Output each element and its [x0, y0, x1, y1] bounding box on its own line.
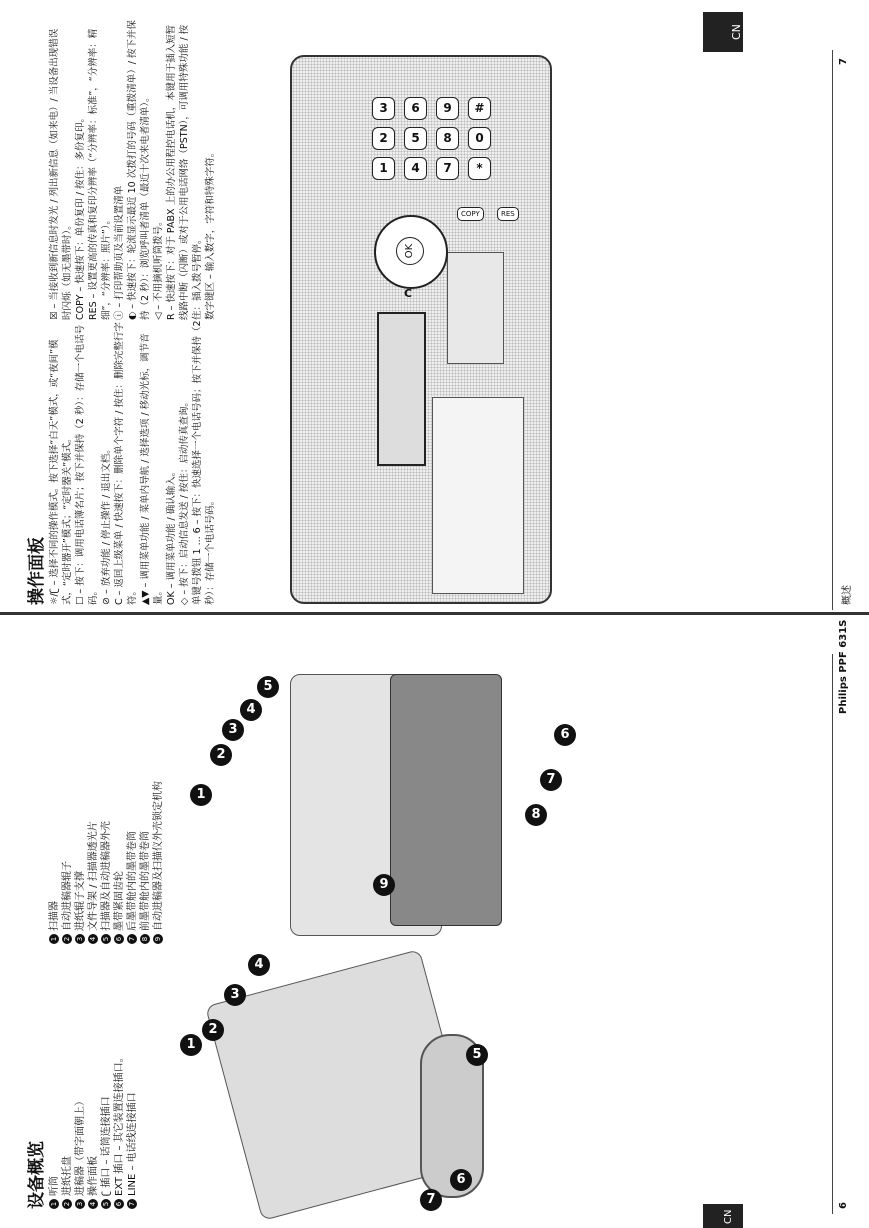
- callout-3: 3: [224, 984, 246, 1006]
- key-3: 3: [372, 97, 395, 120]
- list-item: 4文件导架 / 扫描器透光片: [87, 781, 100, 944]
- list-item: 6墨带紧固齿轮: [113, 781, 126, 944]
- page-6: [0, 614, 869, 1228]
- callout-b3: 3: [222, 719, 244, 741]
- para-msg: ☒ – 当接收到新信息时发光 / 列出新信息（如来电）/ 当设备出现错误时闪烁（如无墨带时）。: [49, 28, 73, 320]
- page-number-p6: 6: [838, 1202, 849, 1209]
- overview-title: 设备概览: [27, 1141, 47, 1209]
- para-stop: ⊘ – 放弃功能 / 停止操作 / 退出文档。: [101, 444, 112, 605]
- lcd-display: [377, 312, 426, 466]
- callout-b1: 1: [190, 784, 212, 806]
- callout-4: 4: [248, 954, 270, 976]
- callout-b6: 6: [554, 724, 576, 746]
- model-name: Philips PPF 631S: [838, 619, 849, 714]
- device-list: [48, 1052, 139, 1209]
- list-item: 8前墨带舱内的墨带卷筒: [139, 781, 152, 944]
- callout-5: 5: [466, 1044, 488, 1066]
- key-star: *: [468, 157, 491, 180]
- para-keypad: 数字键区 – 输入数字，字符和特殊字符。: [205, 147, 216, 320]
- list-item: 3进纸辊子支撑: [74, 781, 87, 944]
- copy-key: COPY: [457, 207, 484, 221]
- callout-6: 6: [450, 1169, 472, 1191]
- onetouch-area: [432, 397, 524, 594]
- para-help: ⓘ – 打印帮助页及当前设置清单: [114, 185, 125, 320]
- key-9: 9: [436, 97, 459, 120]
- footer-section: 概述: [842, 585, 853, 605]
- nav-wheel: [374, 215, 448, 289]
- res-key: RES: [497, 207, 519, 221]
- callout-b9: 9: [373, 874, 395, 896]
- para-r: R – 快速按下：对于 PABX 上的办公用程控电话机，本键用于插入短暂线路中断（闪断）或对于公用电话网络（PSTN），可调用特殊功能 / 按住：插入拨号暂停。: [166, 24, 203, 320]
- callout-b2: 2: [210, 744, 232, 766]
- scanner-list: [48, 781, 165, 944]
- callout-b8: 8: [525, 804, 547, 826]
- page-number: 7: [838, 58, 849, 65]
- callout-b7: 7: [540, 769, 562, 791]
- c-key: C: [404, 287, 413, 300]
- para-res: RES – 设置更高的传真和复印分辨率（“分辨率：标准”，“分辨率：精细”，“分辨率：照片”）。: [88, 28, 112, 320]
- callout-2: 2: [202, 1019, 224, 1041]
- display-area: [447, 252, 504, 364]
- key-4: 4: [404, 157, 427, 180]
- para-mode: ☼/ʗ – 选择不同的操作模式。按下选择“白天”模式，或“夜间”模式，“定时器开”模式；“定时器关”模式。: [49, 339, 73, 605]
- ok-button: OK: [396, 237, 424, 265]
- key-8: 8: [436, 127, 459, 150]
- para-copy: COPY – 快速按下：单份复印 / 按住：多份复印。: [75, 113, 86, 320]
- list-item: 1扫描器: [48, 781, 61, 944]
- list-item: 3进稿器（带字面朝上）: [74, 1052, 87, 1209]
- list-item: 5扫描器及自动进稿器外壳: [100, 781, 113, 944]
- right-column: [48, 20, 217, 320]
- key-hash: #: [468, 97, 491, 120]
- language-tab: CN: [703, 12, 743, 52]
- key-1: 1: [372, 157, 395, 180]
- para-c: C – 返回上级菜单 / 快速按下：删除单个字符 / 按住：删除完整行字符。: [114, 322, 138, 605]
- callout-b5: 5: [257, 676, 279, 698]
- key-7: 7: [436, 157, 459, 180]
- para-redial: ◐ – 快速按下：轮流显示最近 10 次拨打的号码（重拨清单）/ 按下并保持（2 秒）：浏览呼叫者清单（最近十次来电者清单）。: [127, 20, 151, 320]
- para-speaker: ◁ – 不用摘机听筒拨号。: [153, 216, 164, 320]
- list-item: 7LINE – 电话线连接插口: [126, 1052, 139, 1209]
- list-item: 6EXT 插口 – 其它装置连接插口。: [113, 1052, 126, 1209]
- callout-b4: 4: [240, 699, 262, 721]
- page-title: 操作面板: [27, 537, 47, 605]
- para-start: ◇ – 按下：启动信息发送 / 按住：启动传真查询。: [179, 397, 190, 605]
- para-ok: OK – 调用菜单功能 / 确认输入。: [166, 466, 177, 605]
- key-6: 6: [404, 97, 427, 120]
- key-0: 0: [468, 127, 491, 150]
- scanner-cover-illustration: [390, 674, 502, 926]
- key-5: 5: [404, 127, 427, 150]
- list-item: 2自动进稿器辊子: [61, 781, 74, 944]
- list-item: 2进纸托盘: [61, 1052, 74, 1209]
- footer-rule: [832, 50, 833, 610]
- callout-1: 1: [180, 1034, 202, 1056]
- para-phonebook: ☐ – 按下：调用电话簿名片；按下并保持（2 秒）：存储一个电话号码。: [75, 324, 99, 605]
- list-item: 1听筒: [48, 1052, 61, 1209]
- key-2: 2: [372, 127, 395, 150]
- para-onetouch: 单键号拨钮 1 ... 6 – 按下：快速选择一个电话号码；按下并保持（2 秒）：存储一个电话号码。: [192, 320, 216, 605]
- footer-rule-p6: [832, 654, 833, 1214]
- para-nav: ▲▼ – 调用菜单功能 / 菜单内导航 / 选择选项 / 移动光标，调节音量。: [140, 333, 164, 605]
- list-item: 4操作面板: [87, 1052, 100, 1209]
- list-item: 7后墨带舱内的墨带卷筒: [126, 781, 139, 944]
- language-tab-p6: CN: [703, 1204, 743, 1228]
- list-item: 5ʗ 插口 – 话筒连接插口: [100, 1052, 113, 1209]
- control-panel-illustration: [290, 55, 552, 604]
- callout-7: 7: [420, 1189, 442, 1211]
- list-item: 9自动进稿器及扫描仪外壳锁定机构: [152, 781, 165, 944]
